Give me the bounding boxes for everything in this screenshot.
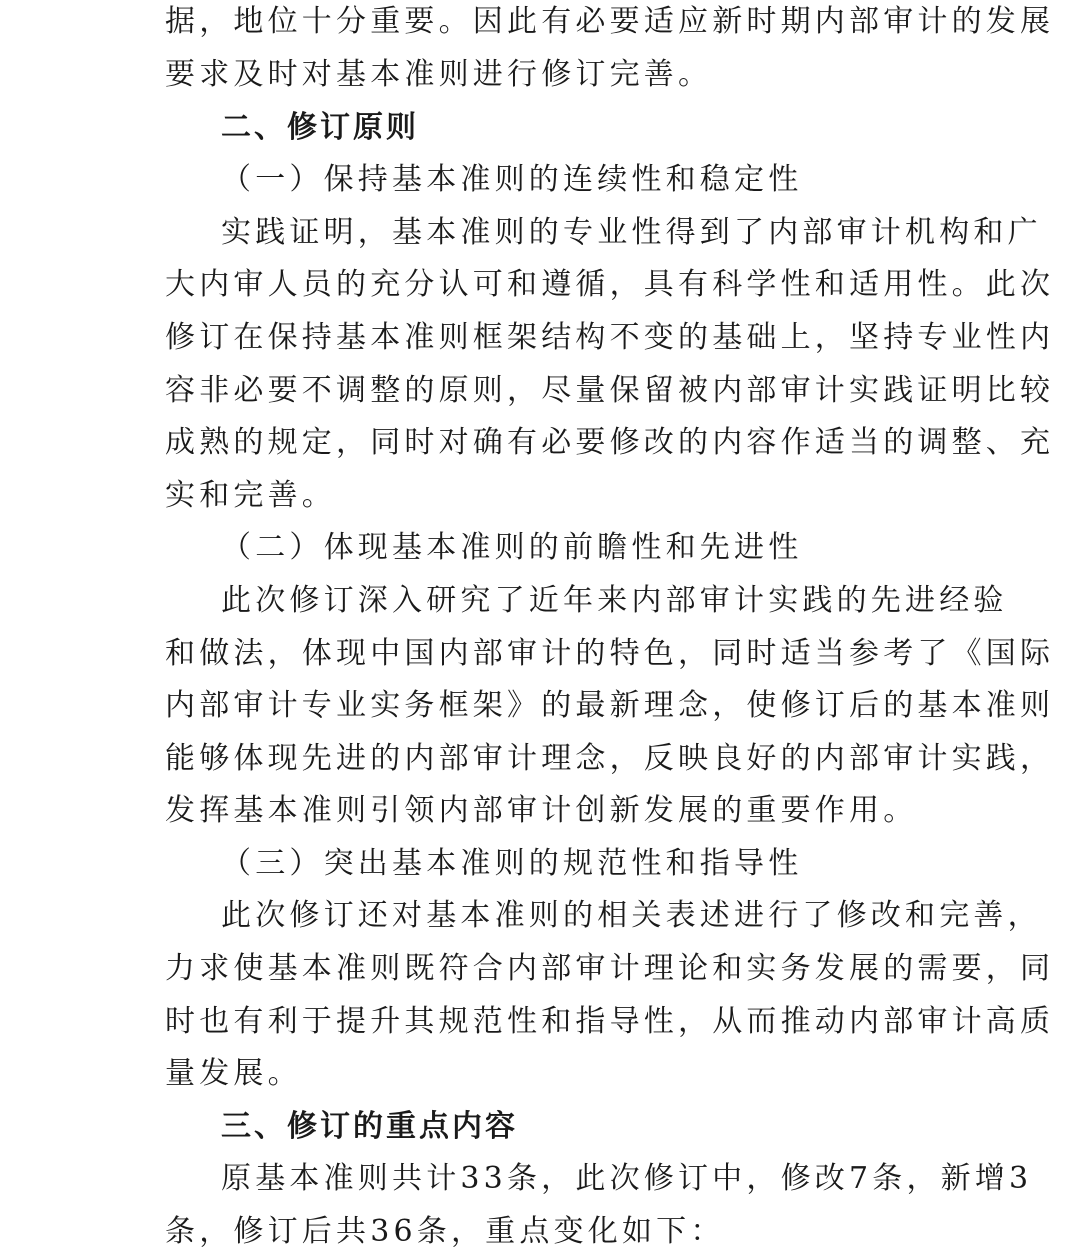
paragraph-line: 此次修订还对基本准则的相关表述进行了修改和完善， [221,898,1042,933]
paragraph-line: 实和完善。 [165,478,336,513]
subheading-normativity-guidance: （三）突出基本准则的规范性和指导性 [221,846,803,881]
paragraph-line: 发挥基本准则引领内部审计创新发展的重要作用。 [165,793,918,828]
paragraph-line: 要求及时对基本准则进行修订完善。 [165,57,713,92]
paragraph-line: 此次修订深入研究了近年来内部审计实践的先进经验 [221,583,1008,618]
paragraph-line: 实践证明，基本准则的专业性得到了内部审计机构和广 [221,215,1042,250]
subheading-foresight-advancement: （二）体现基本准则的前瞻性和先进性 [221,530,803,565]
paragraph-line: 力求使基本准则既符合内部审计理论和实务发展的需要，同 [165,951,1055,986]
paragraph-line: 成熟的规定，同时对确有必要修改的内容作适当的调整、充 [165,425,1055,460]
paragraph-line: 容非必要不调整的原则，尽量保留被内部审计实践证明比较 [165,373,1055,408]
paragraph-line: 大内审人员的充分认可和遵循，具有科学性和适用性。此次 [165,267,1055,302]
paragraph-line: 时也有利于提升其规范性和指导性，从而推动内部审计高质 [165,1004,1055,1039]
paragraph-line: 量发展。 [165,1056,302,1091]
section-heading-revision-principles: 二、修订原则 [221,110,419,145]
paragraph-line: 条，修订后共36条，重点变化如下： [165,1214,725,1249]
paragraph-line: 内部审计专业实务框架》的最新理念，使修订后的基本准则 [165,688,1055,723]
subheading-continuity-stability: （一）保持基本准则的连续性和稳定性 [221,162,803,197]
paragraph-line: 原基本准则共计33条，此次修订中，修改7条，新增3 [221,1161,1033,1196]
paragraph-line: 据，地位十分重要。因此有必要适应新时期内部审计的发展 [165,4,1055,39]
paragraph-line: 和做法，体现中国内部审计的特色，同时适当参考了《国际 [165,636,1055,671]
paragraph-line: 能够体现先进的内部审计理念，反映良好的内部审计实践， [165,741,1055,776]
paragraph-line: 修订在保持基本准则框架结构不变的基础上，坚持专业性内 [165,320,1055,355]
section-heading-key-revisions: 三、修订的重点内容 [221,1109,518,1144]
